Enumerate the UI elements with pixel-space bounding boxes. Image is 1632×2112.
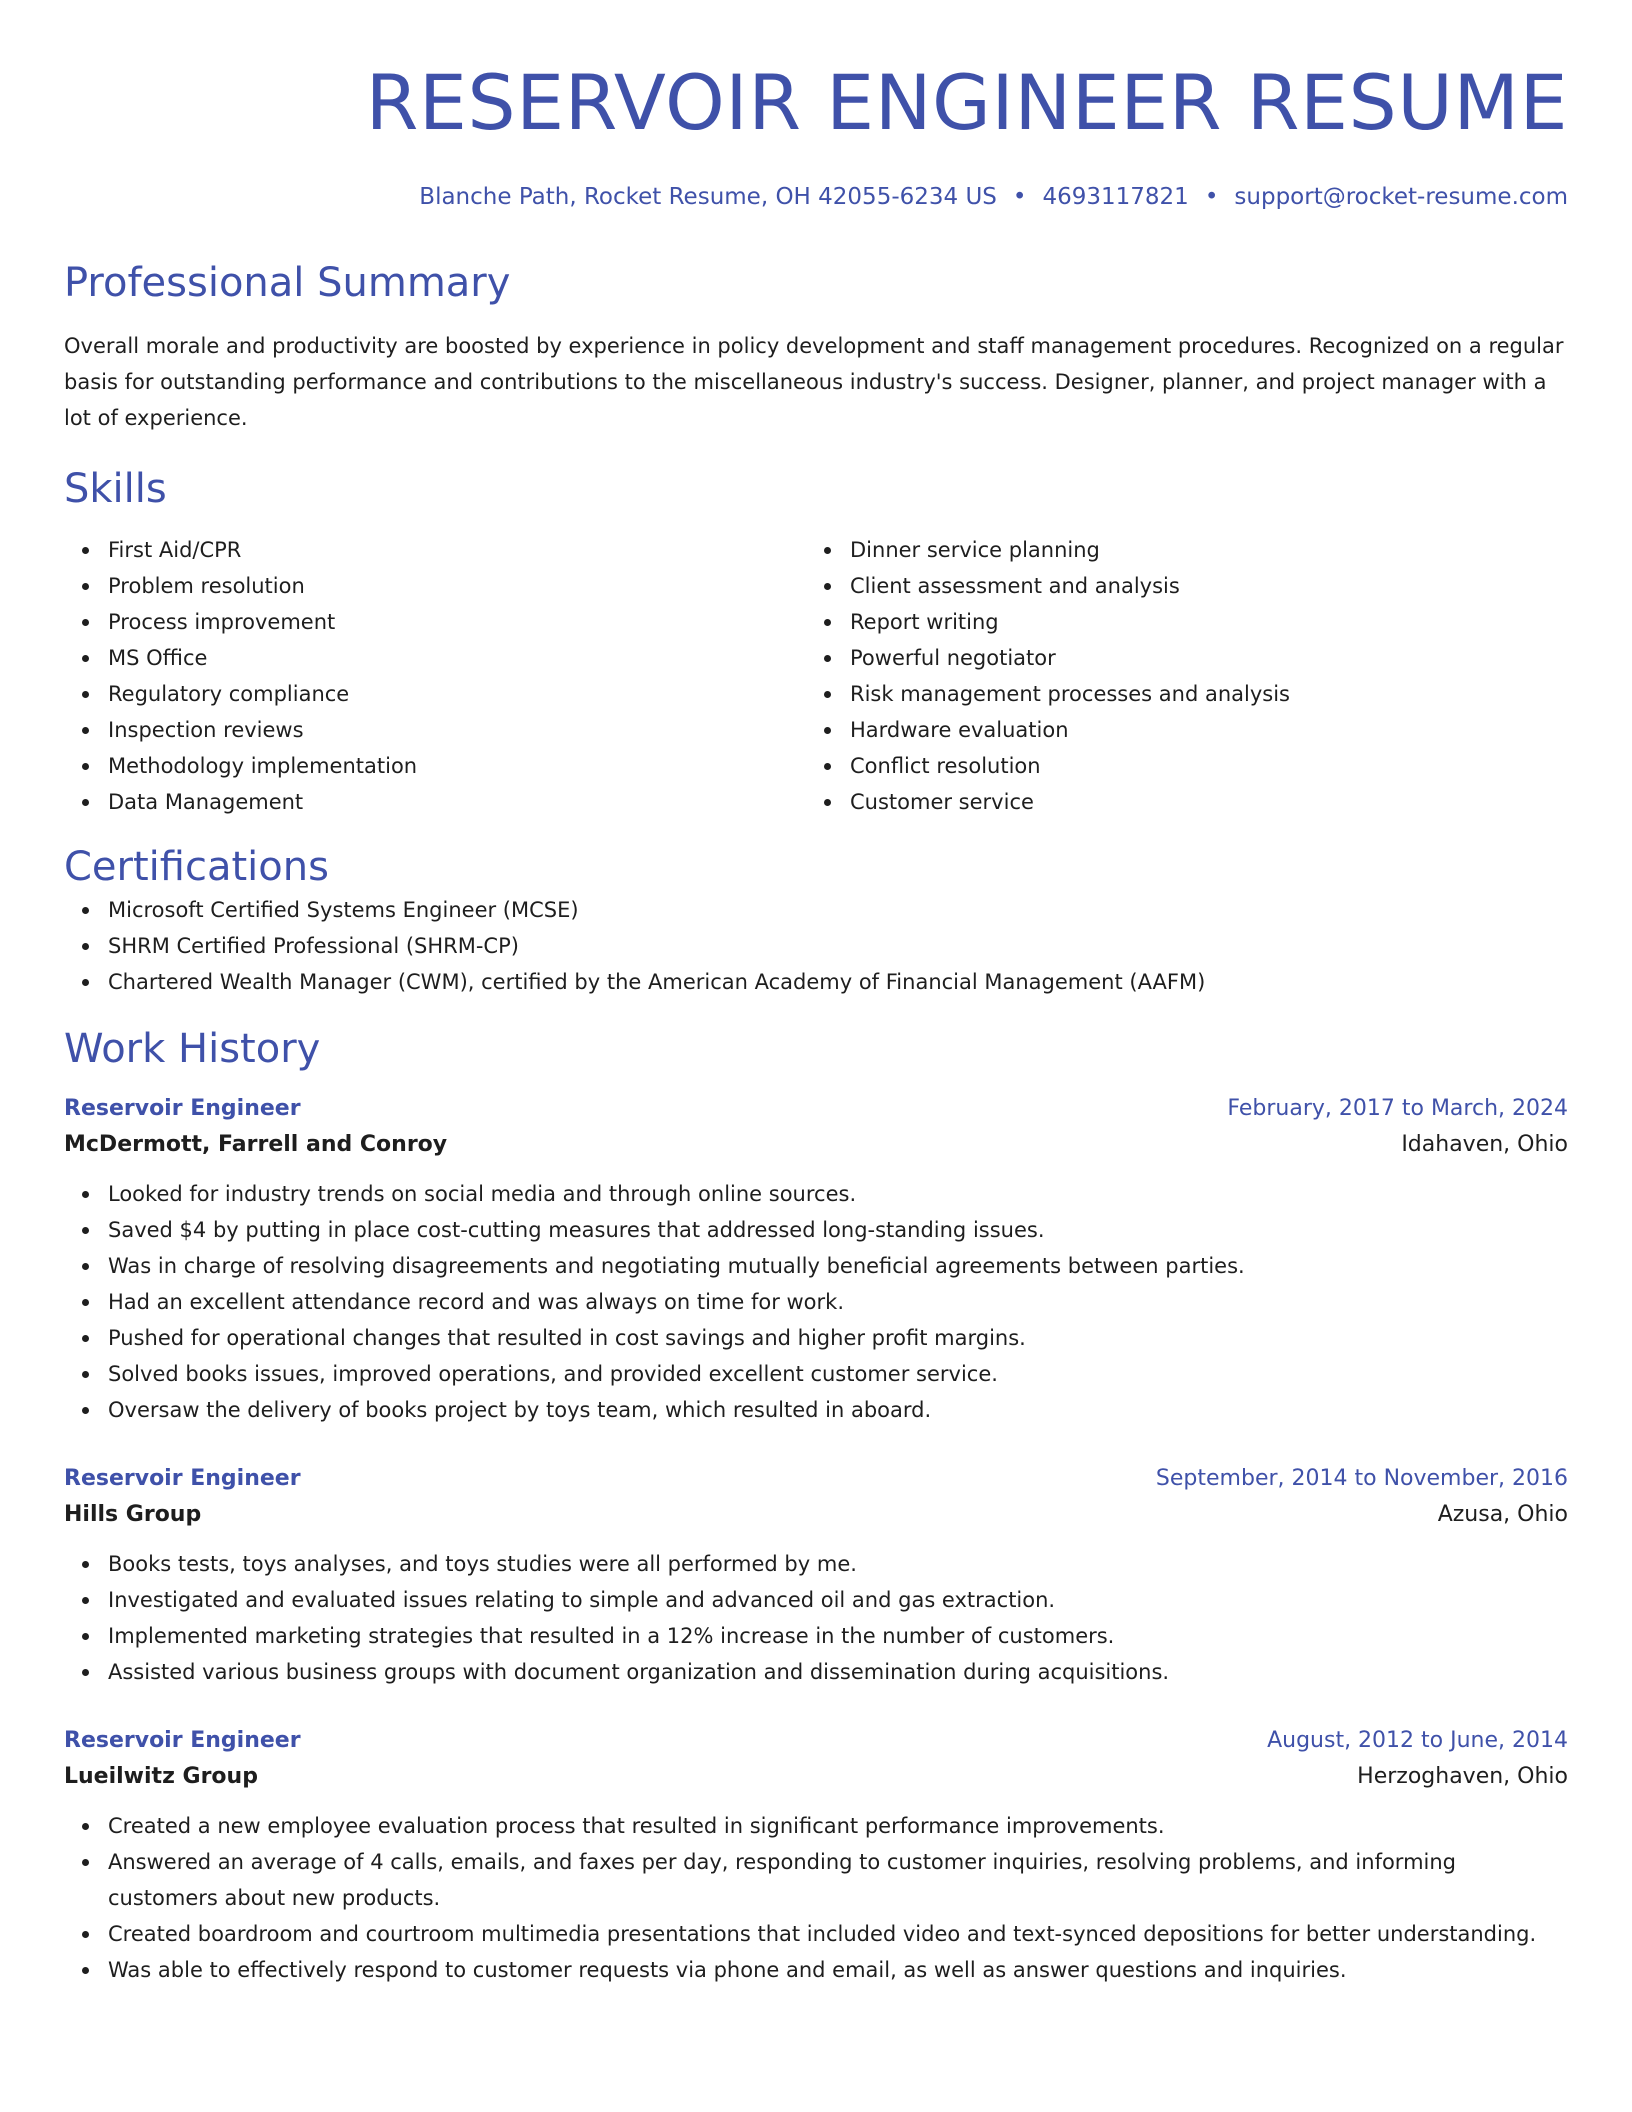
skills-heading: Skills — [64, 466, 167, 512]
job-dates: September, 2014 to November, 2016 — [1155, 1466, 1568, 1491]
job-company-row — [64, 1758, 1568, 1796]
job-title: Reservoir Engineer — [64, 1466, 301, 1491]
skill-item: Hardware evaluation — [850, 712, 1548, 748]
skill-item: Dinner service planning — [850, 532, 1548, 568]
skills-column-right — [806, 532, 1548, 820]
contact-line — [64, 182, 1568, 212]
skill-item: Risk management processes and analysis — [850, 676, 1548, 712]
job-bullet: Assisted various business groups with document organization and dissemination during acquisitions. — [108, 1654, 1568, 1690]
job-bullets — [64, 1176, 1568, 1428]
job-bullets — [64, 1808, 1568, 1988]
skill-item: Conflict resolution — [850, 748, 1548, 784]
skill-item: Problem resolution — [108, 568, 806, 604]
skill-item: First Aid/CPR — [108, 532, 806, 568]
summary-heading: Professional Summary — [64, 260, 511, 306]
skills-list-right — [806, 532, 1548, 820]
certification-item: SHRM Certified Professional (SHRM-CP) — [108, 928, 1568, 964]
skill-item: Report writing — [850, 604, 1548, 640]
certifications-heading: Certifications — [64, 844, 329, 890]
certification-item: Chartered Wealth Manager (CWM), certified by the American Academy of Financial Management (AAFM) — [108, 964, 1568, 1000]
job-bullet: Created a new employee evaluation process that resulted in significant performance improvements. — [108, 1808, 1568, 1844]
job-bullet: Investigated and evaluated issues relating to simple and advanced oil and gas extraction. — [108, 1582, 1568, 1618]
contact-separator: • — [1012, 184, 1027, 210]
job-entry — [64, 1724, 1568, 1988]
contact-separator: • — [1204, 184, 1219, 210]
resume-page — [64, 0, 1568, 1988]
skill-item: Process improvement — [108, 604, 806, 640]
skill-item: Client assessment and analysis — [850, 568, 1548, 604]
job-bullet: Pushed for operational changes that resulted in cost savings and higher profit margins. — [108, 1320, 1568, 1356]
job-location: Azusa, Ohio — [1437, 1502, 1568, 1527]
job-location: Herzoghaven, Ohio — [1357, 1764, 1568, 1789]
job-dates: February, 2017 to March, 2024 — [1227, 1096, 1568, 1121]
job-bullet: Had an excellent attendance record and was always on time for work. — [108, 1284, 1568, 1320]
job-bullet: Was in charge of resolving disagreements and negotiating mutually beneficial agreements between parties. — [108, 1248, 1568, 1284]
job-company: McDermott, Farrell and Conroy — [64, 1132, 448, 1157]
job-bullet: Was able to effectively respond to customer requests via phone and email, as well as answer questions and inquiries. — [108, 1952, 1568, 1988]
contact-phone: 4693117821 — [1042, 184, 1189, 210]
job-dates: August, 2012 to June, 2014 — [1267, 1728, 1568, 1753]
work-history-heading: Work History — [64, 1026, 321, 1072]
page-title: RESERVOIR ENGINEER RESUME — [365, 58, 1568, 147]
job-bullet: Solved books issues, improved operations, and provided excellent customer service. — [108, 1356, 1568, 1392]
certifications-list — [64, 892, 1568, 1000]
job-location: Idahaven, Ohio — [1401, 1132, 1568, 1157]
job-entry — [64, 1462, 1568, 1690]
skills-grid — [64, 532, 1568, 820]
skills-list-left — [64, 532, 806, 820]
job-header-row — [64, 1092, 1568, 1126]
job-bullet: Oversaw the delivery of books project by toys team, which resulted in aboard. — [108, 1392, 1568, 1428]
job-company-row — [64, 1496, 1568, 1534]
contact-address: Blanche Path, Rocket Resume, OH 42055-6234 US — [419, 184, 997, 210]
job-bullet: Saved $4 by putting in place cost-cutting measures that addressed long-standing issues. — [108, 1212, 1568, 1248]
job-title: Reservoir Engineer — [64, 1096, 301, 1121]
job-bullet: Created boardroom and courtroom multimedia presentations that included video and text-synced depositions for better understanding. — [108, 1916, 1568, 1952]
job-company-row — [64, 1126, 1568, 1164]
job-bullet: Answered an average of 4 calls, emails, and faxes per day, responding to customer inquiries, resolving problems, and informing customers about new products. — [108, 1844, 1568, 1916]
certification-item: Microsoft Certified Systems Engineer (MCSE) — [108, 892, 1568, 928]
skill-item: Data Management — [108, 784, 806, 820]
skill-item: Methodology implementation — [108, 748, 806, 784]
job-company: Lueilwitz Group — [64, 1764, 258, 1789]
summary-text: Overall morale and productivity are boosted by experience in policy development and staff management procedures. Recognized on a regular basis for outstanding performance and contributions to the miscellaneous industry's success. Designer, planner, and project manager with a lot of experience. — [64, 334, 1564, 430]
job-title: Reservoir Engineer — [64, 1728, 301, 1753]
skill-item: Regulatory compliance — [108, 676, 806, 712]
skill-item: Powerful negotiator — [850, 640, 1548, 676]
job-bullets — [64, 1546, 1568, 1690]
job-entry — [64, 1092, 1568, 1428]
job-header-row — [64, 1462, 1568, 1496]
skills-column-left — [64, 532, 806, 820]
job-bullet: Implemented marketing strategies that resulted in a 12% increase in the number of customers. — [108, 1618, 1568, 1654]
skill-item: Customer service — [850, 784, 1548, 820]
contact-email: support@rocket-resume.com — [1234, 184, 1568, 210]
skill-item: Inspection reviews — [108, 712, 806, 748]
job-header-row — [64, 1724, 1568, 1758]
job-company: Hills Group — [64, 1502, 202, 1527]
job-bullet: Books tests, toys analyses, and toys studies were all performed by me. — [108, 1546, 1568, 1582]
skill-item: MS Office — [108, 640, 806, 676]
job-bullet: Looked for industry trends on social media and through online sources. — [108, 1176, 1568, 1212]
